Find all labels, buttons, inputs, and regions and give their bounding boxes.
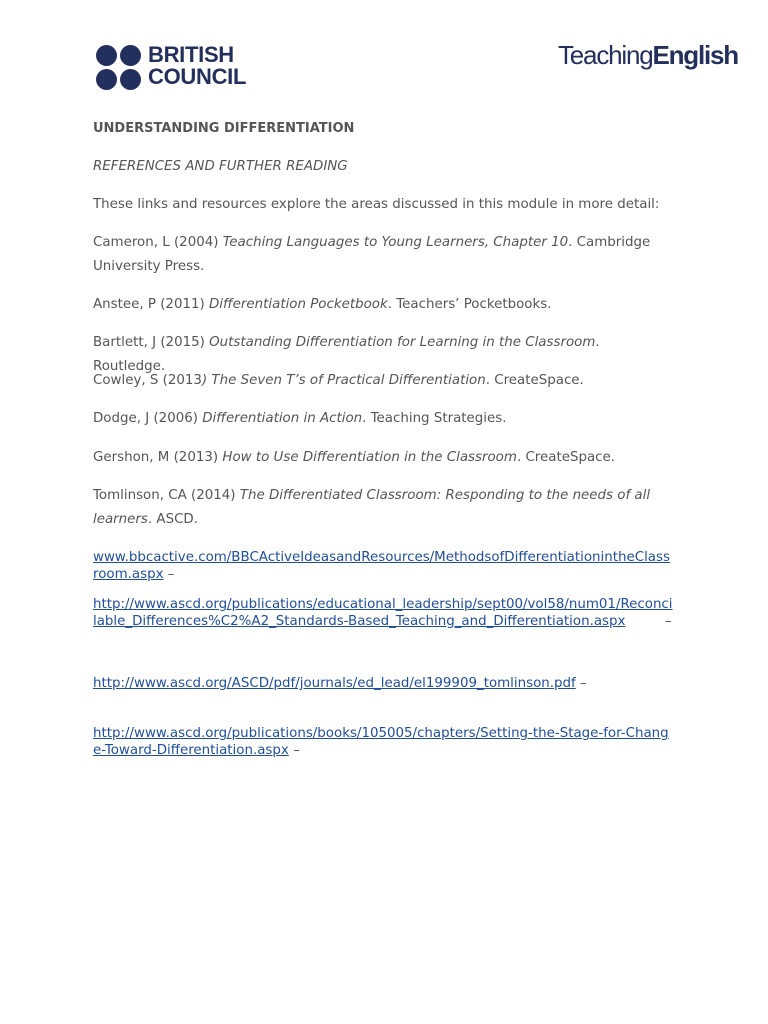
- reference-item: Cowley, S (2013) The Seven T’s of Practical Differentiation. CreateSpace.: [93, 373, 584, 388]
- reference-item: Anstee, P (2011) Differentiation Pocketbook. Teachers’ Pocketbooks.: [93, 297, 552, 312]
- resource-link-item: http://www.ascd.org/publications/books/105005/chapters/Setting-the-Stage-for-Change-Toward-Differentiation.aspx –: [93, 726, 669, 758]
- british-council-logo: [96, 42, 261, 91]
- section-subheading: REFERENCES AND FURTHER READING: [93, 159, 348, 174]
- link-dash: –: [665, 614, 672, 629]
- resource-link[interactable]: http://www.ascd.org/publications/books/105005/chapters/Setting-the-Stage-for-Change-Toward-Differentiation.aspx: [93, 726, 669, 758]
- british-council-wordmark: BRITISH COUNCIL: [148, 42, 247, 89]
- resource-link[interactable]: www.bbcactive.com/BBCActiveIdeasandResources/MethodsofDifferentiationintheClassroom.aspx: [93, 550, 670, 582]
- reference-item: Gershon, M (2013) How to Use Differentiation in the Classroom. CreateSpace.: [93, 450, 616, 465]
- resource-link-item: www.bbcactive.com/BBCActiveIdeasandResources/MethodsofDifferentiationintheClassroom.aspx –: [93, 550, 670, 582]
- page-title: UNDERSTANDING DIFFERENTIATION: [93, 121, 355, 136]
- british-council-dots-icon: [96, 45, 142, 91]
- resource-link[interactable]: http://www.ascd.org/publications/educational_leadership/sept00/vol58/num01/Reconcilable_Differences%C2%A2_Standards-Based_Teaching_and_Differentiation.aspx: [93, 597, 673, 629]
- reference-item: Dodge, J (2006) Differentiation in Action. Teaching Strategies.: [93, 411, 507, 426]
- reference-item: Tomlinson, CA (2014) The Differentiated Classroom: Responding to the needs of all learners. ASCD.: [93, 488, 651, 527]
- resource-link-item: http://www.ascd.org/ASCD/pdf/journals/ed_lead/el199909_tomlinson.pdf –: [93, 676, 587, 691]
- reference-item: Cameron, L (2004) Teaching Languages to Young Learners, Chapter 10. Cambridge University Press.: [93, 235, 651, 274]
- resource-link[interactable]: http://www.ascd.org/ASCD/pdf/journals/ed_lead/el199909_tomlinson.pdf: [93, 676, 576, 691]
- teaching-english-logo: TeachingEnglish: [558, 40, 738, 70]
- resource-link-item: [93, 596, 675, 630]
- intro-text: These links and resources explore the areas discussed in this module in more detail:: [93, 197, 660, 212]
- reference-item: Bartlett, J (2015) Outstanding Differentiation for Learning in the Classroom. Routledge.: [93, 335, 600, 374]
